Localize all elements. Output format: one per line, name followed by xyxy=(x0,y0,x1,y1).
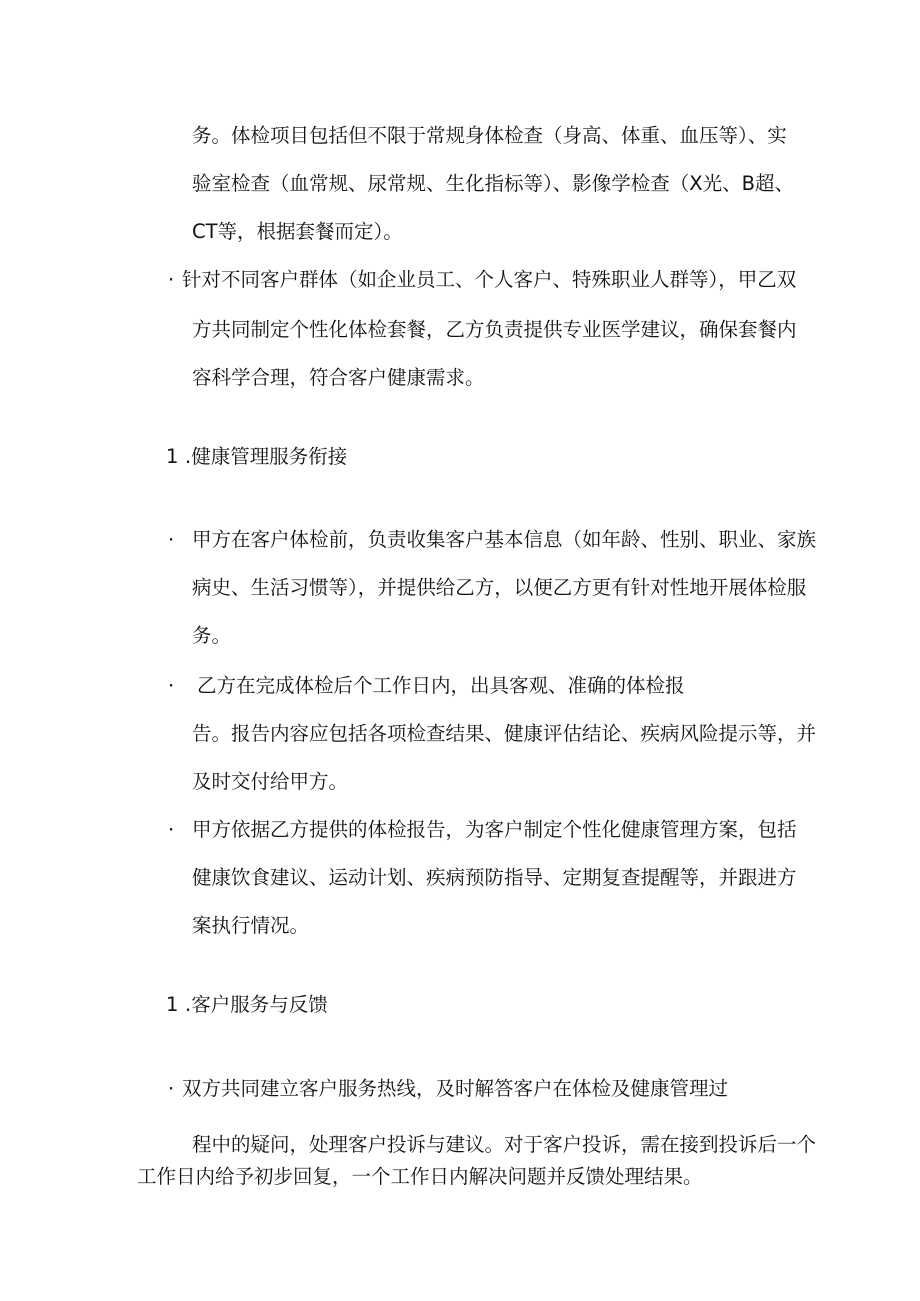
bullet-line: 健康饮食建议、运动计划、疾病预防指导、定期复查提醒等，并跟进方 xyxy=(192,866,797,889)
bullet-line: 乙方在完成体检后个工作日内，出具客观、准确的体检报 xyxy=(197,674,685,697)
heading-text: .客户服务与反馈 xyxy=(185,993,328,1016)
bullet-line: 方共同制定个性化体检套餐，乙方负责提供专业医学建议，确保套餐内 xyxy=(192,318,797,341)
paragraph-line: CT等，根据套餐而定）。 xyxy=(192,220,403,243)
paragraph-line: 验室检查（血常规、尿常规、生化指标等）、影像学检查（X光、B超、 xyxy=(192,172,794,195)
bullet-line: 程中的疑问，处理客户投诉与建议。对于客户投诉，需在接到投诉后一个 xyxy=(192,1133,817,1156)
bullet-line: 针对不同客户群体（如企业员工、个人客户、特殊职业人群等），甲乙双 xyxy=(182,268,797,291)
bullet-line: 病史、生活习惯等），并提供给乙方，以便乙方更有针对性地开展体检服 xyxy=(192,576,807,599)
bullet-line: 及时交付给甲方。 xyxy=(192,770,349,793)
bullet-marker: · xyxy=(168,818,175,841)
bullet-marker: · xyxy=(168,674,175,697)
heading-text: .健康管理服务衔接 xyxy=(185,445,348,468)
bullet-line: 务。 xyxy=(192,624,232,647)
bullet-line: 甲方依据乙方提供的体检报告，为客户制定个性化健康管理方案，包括 xyxy=(192,818,797,841)
bullet-line: 工作日内给予初步回复，一个工作日内解决问题并反馈处理结果。 xyxy=(137,1165,703,1188)
bullet-marker: · xyxy=(168,1077,175,1100)
bullet-marker: · xyxy=(168,268,175,291)
heading-number: 1 xyxy=(166,993,179,1016)
bullet-line: 告。报告内容应包括各项检查结果、健康评估结论、疾病风险提示等，并 xyxy=(192,722,817,745)
paragraph-line: 务。体检项目包括但不限于常规身体检查（身高、体重、血压等）、实 xyxy=(192,124,787,147)
bullet-line: 甲方在客户体检前，负责收集客户基本信息（如年龄、性别、职业、家族 xyxy=(192,528,817,551)
bullet-line: 双方共同建立客户服务热线，及时解答客户在体检及健康管理过 xyxy=(182,1077,729,1100)
bullet-line: 案执行情况。 xyxy=(192,914,310,937)
heading-number: 1 xyxy=(166,445,179,468)
bullet-marker: · xyxy=(168,528,175,551)
bullet-line: 容科学合理，符合客户健康需求。 xyxy=(192,366,485,389)
